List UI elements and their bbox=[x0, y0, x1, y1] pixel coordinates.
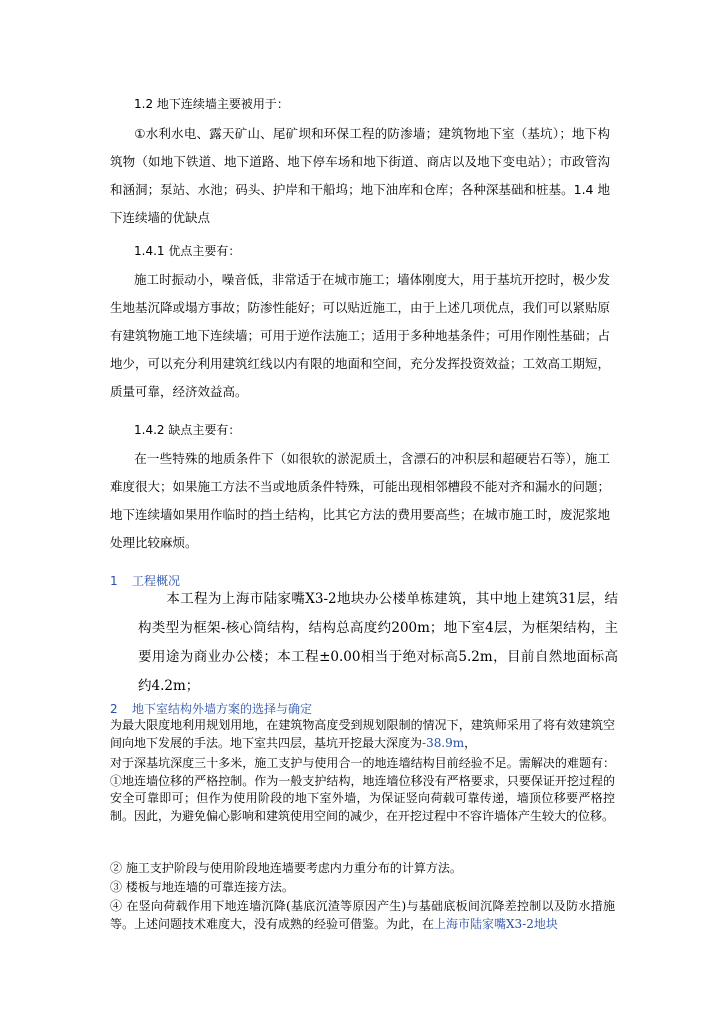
section-2-title: 地下室结构外墙方案的选择与确定 bbox=[132, 702, 313, 716]
heading-1-4-1: 1.4.1 优点主要有： bbox=[134, 244, 241, 258]
list-item-4 bbox=[110, 898, 615, 933]
section-2-paragraph-1-text: 为最大限度地利用规划用地，在建筑物高度受到规划限制的情况下，建筑师采用了将有效建筑空间向地下发展的手法。地下室共四层，基坑开挖最大深度为 bbox=[110, 718, 615, 750]
list-item-4-text: ④ 在竖向荷载作用下地连墙沉降(基底沉渣等原因产生)与基础底板间沉降差控制以及防水措施等。上述问题技术难度大，没有成熟的经验可借鉴。为此，在 bbox=[110, 899, 615, 931]
section-2-paragraph-1-end: ， bbox=[464, 735, 477, 750]
paragraph-1-4-1-text: 施工时振动小，噪音低，非常适于在城市施工；墙体刚度大，用于基坑开挖时，极少发生地基沉降或塌方事故；防渗性能好；可以贴近施工，由于上述几项优点，我们可以紧贴原有建筑物施工地下连续墙；可用于逆作法施工；适用于多种地基条件；可用作刚性基础；占地少，可以充分利用建筑红线以内有限的地面和空间，充分发挥投资效益；工效高工期短，质量可靠，经济效益高。 bbox=[110, 272, 611, 399]
paragraph-1-4-2-text: 在一些特殊的地质条件下（如很软的淤泥质土，含漂石的冲积层和超硬岩石等），施工难度很大；如果施工方法不当或地质条件特殊，可能出现相邻槽段不能对齐和漏水的问题；地下连续墙如果用作临时的挡土结构，比其它方法的费用要高些；在城市施工时，废泥浆地处理比较麻烦。 bbox=[110, 451, 611, 550]
excavation-depth-value: -38.9m bbox=[422, 735, 465, 750]
section-2-number: 2 bbox=[110, 702, 118, 716]
list-item-3: ③ 楼板与地连墙的可靠连接方法。 bbox=[110, 880, 294, 894]
paragraph-1-4-2 bbox=[110, 445, 610, 557]
project-link[interactable]: 上海市陆家嘴X3-2地块 bbox=[434, 916, 558, 931]
paragraph-1-2-text: ①水利水电、露天矿山、尾矿坝和环保工程的防渗墙；建筑物地下室（基坑）；地下构筑物（如地下铁道、地下道路、地下停车场和地下街道、商店以及地下变电站）；市政管沟和涵洞；泵站、水池；码头、护岸和干船坞；地下油库和仓库；各种深基础和桩基。1.4 地下连续墙的优缺点 bbox=[110, 126, 610, 225]
section-1-paragraph-text: 本工程为上海市陆家嘴X3-2地块办公楼单栋建筑，其中地上建筑31层，结构类型为框架-核心筒结构，结构总高度约200m；地下室4层，为框架结构，主要用途为商业办公楼；本工程±0.00相当于绝对标高5.2m，目前自然地面标高约4.2m； bbox=[138, 591, 618, 694]
section-1-number: 1 bbox=[110, 574, 118, 588]
section-1-title: 工程概况 bbox=[132, 574, 181, 588]
paragraph-1-2 bbox=[110, 120, 610, 232]
heading-1-4-2: 1.4.2 缺点主要有： bbox=[134, 423, 241, 437]
paragraph-1-4-1 bbox=[110, 266, 610, 406]
section-2-paragraph-2: 对于深基坑深度三十多米，施工支护与使用合一的地连墙结构目前经验不足。需解决的难题有：①地连墙位移的严格控制。作为一般支护结构，地连墙位移没有严格要求，只要保证开挖过程的安全可靠即可；但作为使用阶段的地下室外墙，为保证竖向荷载可靠传递，墙顶位移要严格控制。因此，为避免偏心影响和建筑使用空间的减少，在开挖过程中不容许墙体产生较大的位移。 bbox=[110, 756, 615, 823]
section-2-heading bbox=[110, 701, 312, 717]
heading-1-2: 1.2 地下连续墙主要被用于： bbox=[134, 97, 289, 111]
list-item-2: ② 施工支护阶段与使用阶段地连墙要考虑内力重分布的计算方法。 bbox=[110, 861, 462, 875]
section-1-paragraph bbox=[138, 585, 618, 701]
section-2-paragraph-1 bbox=[110, 717, 615, 752]
